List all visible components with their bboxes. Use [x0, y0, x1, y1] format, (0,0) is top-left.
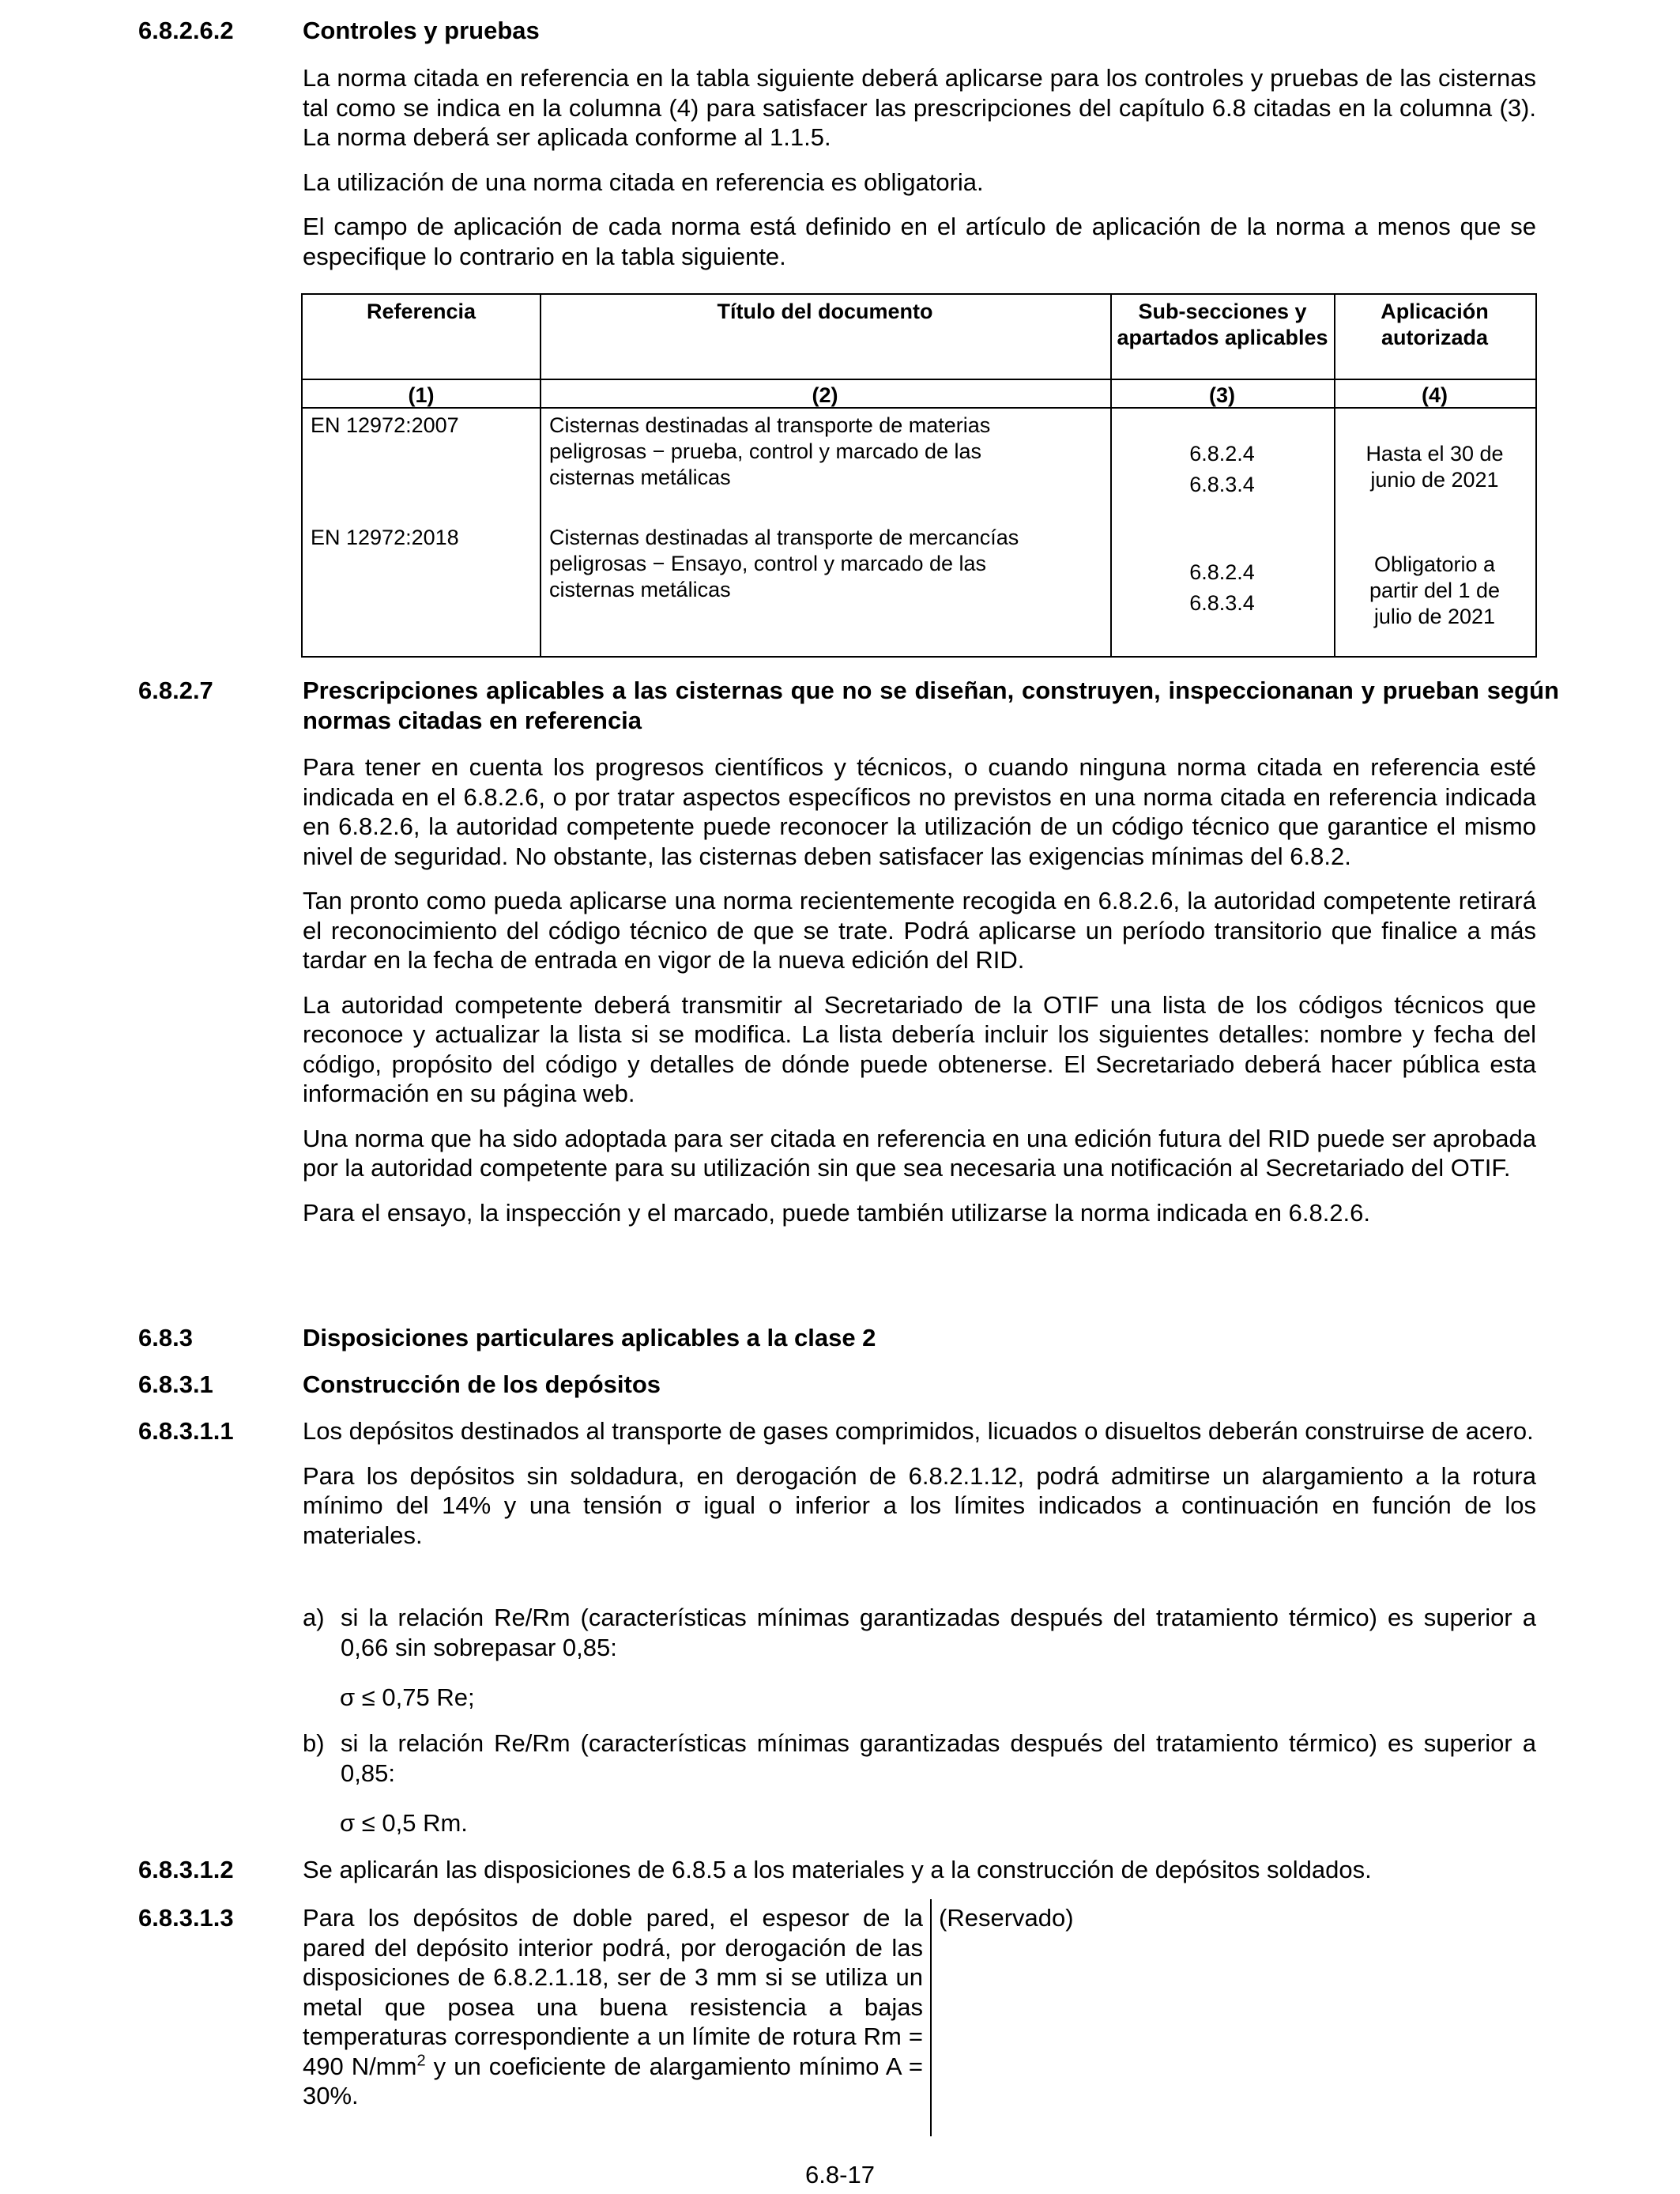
- table-cell-sub: 6.8.2.4: [1189, 442, 1255, 466]
- section-number: 6.8.3.1.1: [138, 1417, 234, 1445]
- list-label: b): [303, 1729, 325, 1757]
- section-number: 6.8.3.1.3: [138, 1904, 234, 1932]
- paragraph: La utilización de una norma citada en referencia es obligatoria.: [303, 168, 984, 196]
- header-subsecciones: Sub-secciones y apartados aplicables: [1117, 300, 1328, 349]
- table-cell-app: Hasta el 30 de junio de 2021: [1365, 442, 1504, 492]
- section-body: [303, 1416, 1536, 1550]
- section-number: 6.8.2.7: [138, 677, 213, 704]
- paragraph: Los depósitos destinados al transporte de gases comprimidos, licuados o disueltos deberán construirse de acero.: [303, 1417, 1534, 1445]
- section-body: [303, 752, 1536, 1227]
- formula: σ ≤ 0,75 Re;: [340, 1683, 475, 1711]
- list-item: [303, 1728, 1536, 1788]
- paragraph: La norma citada en referencia en la tabla siguiente deberá aplicarse para los controles y pruebas de las cisternas tal como se indica en la columna (4) para satisfacer las prescripciones del capítulo 6.8 citadas en la columna (3). La norma deberá ser aplicada conforme al 1.1.5.: [303, 64, 1536, 151]
- paragraph: La autoridad competente deberá transmitir al Secretariado de la OTIF una lista de los códigos técnicos que reconoce y actualizar la lista si se modifica. La lista debería incluir los siguientes detalles: nombre y fecha del código, propósito del código y detalles de dónde puede obtenerse. El Secretariado deberá hacer pública esta información en su página web.: [303, 990, 1536, 1107]
- paragraph: Tan pronto como pueda aplicarse una norma recientemente recogida en 6.8.2.6, la autoridad competente retirará el reconocimiento del código técnico de que se trate. Podrá aplicarse un período transitorio que finalice a más tardar en la fecha de entrada en vigor de la nueva edición del RID.: [303, 887, 1536, 974]
- paragraph: Se aplicarán las disposiciones de 6.8.5 a los materiales y a la construcción de depósitos soldados.: [303, 1856, 1372, 1883]
- section-heading: Construcción de los depósitos: [303, 1370, 661, 1398]
- column-number: (3): [1209, 383, 1235, 407]
- section-heading: Disposiciones particulares aplicables a la clase 2: [303, 1324, 876, 1351]
- list-text: si la relación Re/Rm (características mínimas garantizadas después del tratamiento térmico) es superior a 0,66 sin sobrepasar 0,85:: [341, 1604, 1536, 1661]
- header-aplicacion: Aplicación autorizada: [1381, 300, 1489, 349]
- rid-column-text: [303, 1903, 923, 2111]
- column-number: (2): [812, 383, 838, 407]
- table-cell-sub: 6.8.3.4: [1189, 473, 1255, 496]
- table-cell-title: Cisternas destinadas al transporte de mercancías peligrosas − Ensayo, control y marcado de las cisternas metálicas: [549, 526, 1019, 601]
- reserved-text: (Reservado): [939, 1904, 1074, 1932]
- section-heading: Prescripciones aplicables a las cisternas que no se diseñan, construyen, inspeccionanan y prueban según normas citadas en referencia: [303, 677, 1559, 734]
- paragraph: Para tener en cuenta los progresos científicos y técnicos, o cuando ninguna norma citada en referencia esté indicada en el 6.8.2.6, o por tratar aspectos específicos no previstos en una norma citada en referencia indicada en 6.8.2.6, la autoridad competente puede reconocer la utilización de un código técnico que garantice el mismo nivel de seguridad. No obstante, las cisternas deben satisfacer las exigencias mínimas del 6.8.2.: [303, 753, 1536, 870]
- paragraph: Una norma que ha sido adoptada para ser citada en referencia en una edición futura del RID puede ser aprobada por la autoridad competente para su utilización sin que sea necesaria una notificación al Secretariado del OTIF.: [303, 1124, 1536, 1182]
- table-cell-sub: 6.8.3.4: [1189, 591, 1255, 615]
- section-body: [303, 63, 1536, 271]
- list-label: a): [303, 1604, 325, 1631]
- paragraph: El campo de aplicación de cada norma está definido en el artículo de aplicación de la norma a menos que se especifique lo contrario en la tabla siguiente.: [303, 213, 1536, 270]
- standards-table: [301, 293, 1537, 658]
- paragraph: Para el ensayo, la inspección y el marcado, puede también utilizarse la norma indicada en 6.8.2.6.: [303, 1198, 1371, 1227]
- paragraph-part: Para los depósitos de doble pared, el espesor de la pared del depósito interior podrá, por derogación de las disposiciones de 6.8.2.1.18, ser de 3 mm si se utiliza un metal que posea una buena resistencia a bajas temperaturas correspondiente a un límite de rotura Rm = 490 N/mm: [303, 1904, 923, 2080]
- column-divider: [930, 1899, 932, 2136]
- section-heading: Controles y pruebas: [303, 17, 540, 44]
- header-referencia: Referencia: [366, 300, 477, 323]
- table-cell-sub: 6.8.2.4: [1189, 560, 1255, 584]
- column-number: (4): [1422, 383, 1448, 407]
- section-number: 6.8.3.1.2: [138, 1856, 234, 1883]
- superscript: 2: [416, 2052, 426, 2070]
- list-item: [303, 1603, 1536, 1662]
- table-cell-title: Cisternas destinadas al transporte de materias peligrosas − prueba, control y marcado de las cisternas metálicas: [549, 413, 991, 489]
- paragraph: Para los depósitos sin soldadura, en derogación de 6.8.2.1.12, podrá admitirse un alargamiento a la rotura mínimo del 14% y una tensión σ igual o inferior a los límites indicados a continuación en función de los materiales.: [303, 1461, 1536, 1549]
- page-number: 6.8-17: [805, 2161, 875, 2188]
- column-number: (1): [408, 383, 435, 407]
- section-number: 6.8.3.1: [138, 1370, 213, 1398]
- table-cell-app: Obligatorio a partir del 1 de julio de 2021: [1369, 552, 1501, 628]
- table-cell-ref: EN 12972:2007: [311, 413, 459, 437]
- formula: σ ≤ 0,5 Rm.: [340, 1809, 468, 1837]
- section-number: 6.8.2.6.2: [138, 17, 234, 44]
- paragraph-part: y un coeficiente de alargamiento mínimo A = 30%.: [303, 2052, 924, 2109]
- table-cell-ref: EN 12972:2018: [311, 526, 459, 549]
- list-text: si la relación Re/Rm (características mínimas garantizadas después del tratamiento térmico) es superior a 0,85:: [341, 1729, 1536, 1787]
- header-titulo: Título del documento: [717, 300, 933, 323]
- section-number: 6.8.3: [138, 1324, 193, 1351]
